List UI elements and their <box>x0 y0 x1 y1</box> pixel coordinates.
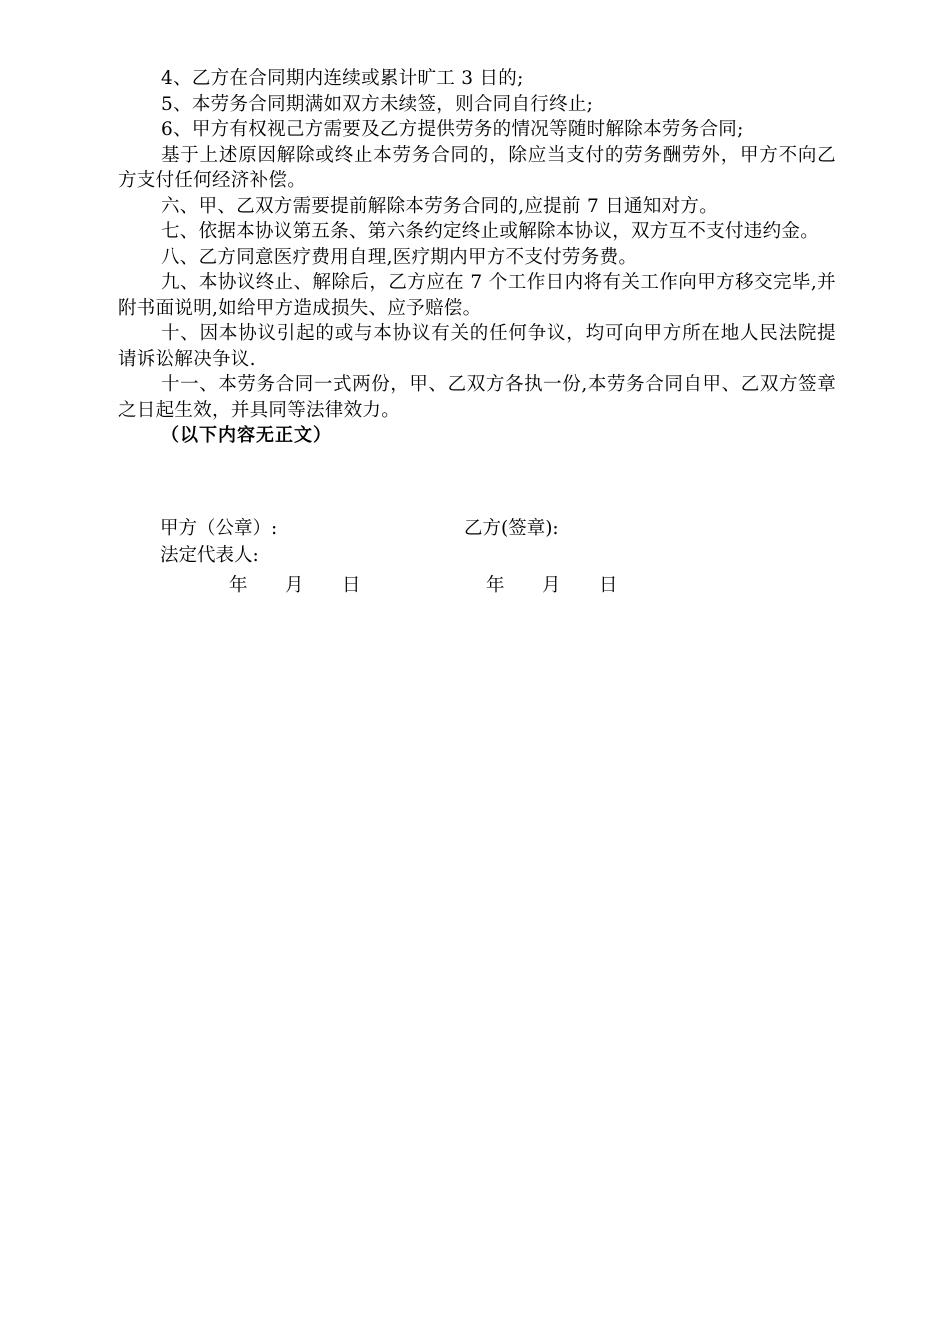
clause-eleven: 十一、本劳务合同一式两份，甲、乙双方各执一份,本劳务合同自甲、乙双方签章之日起生效，并具同等法律效力。 <box>118 374 836 421</box>
party-a-date-year: 年 <box>229 575 248 596</box>
clause-6: 6、甲方有权视己方需要及乙方提供劳务的情况等随时解除本劳务合同; <box>161 119 744 140</box>
signature-block <box>160 515 720 599</box>
party-b-date-day: 日 <box>599 575 618 596</box>
party-b-sign-label: 乙方(签章): <box>464 518 559 539</box>
compensation-clause: 基于上述原因解除或终止本劳务合同的，除应当支付的劳务酬劳外，甲方不向乙方支付任何经济补偿。 <box>118 144 836 191</box>
contract-body <box>118 66 836 449</box>
clause-ten: 十、因本协议引起的或与本协议有关的任何争议，均可向甲方所在地人民法院提请诉讼解决争议. <box>118 323 836 370</box>
clause-4: 4、乙方在合同期内连续或累计旷工 3 日的; <box>161 68 524 89</box>
clause-eight: 八、乙方同意医疗费用自理,医疗期内甲方不支付劳务费。 <box>161 246 638 268</box>
party-b-date-month: 月 <box>542 575 561 596</box>
end-of-text-note: （以下内容无正文） <box>161 425 332 446</box>
party-a-date-month: 月 <box>285 575 304 596</box>
signature-date-row <box>160 569 720 599</box>
party-b-date-year: 年 <box>486 575 505 596</box>
legal-representative-label: 法定代表人: <box>160 545 259 566</box>
clause-six: 六、甲、乙双方需要提前解除本劳务合同的,应提前 7 日通知对方。 <box>161 195 719 217</box>
clause-5: 5、本劳务合同期满如双方未续签，则合同自行终止; <box>161 93 594 115</box>
party-a-seal-label: 甲方（公章）: <box>160 518 278 539</box>
party-a-date-day: 日 <box>342 575 361 596</box>
signature-parties-row <box>160 515 720 542</box>
clause-nine: 九、本协议终止、解除后，乙方应在 7 个工作日内将有关工作向甲方移交完毕,并附书面说明,如给甲方造成损失、应予赔偿。 <box>118 272 836 319</box>
clause-seven: 七、依据本协议第五条、第六条约定终止或解除本协议，双方互不支付违约金。 <box>161 221 820 242</box>
legal-rep-row <box>160 542 720 569</box>
